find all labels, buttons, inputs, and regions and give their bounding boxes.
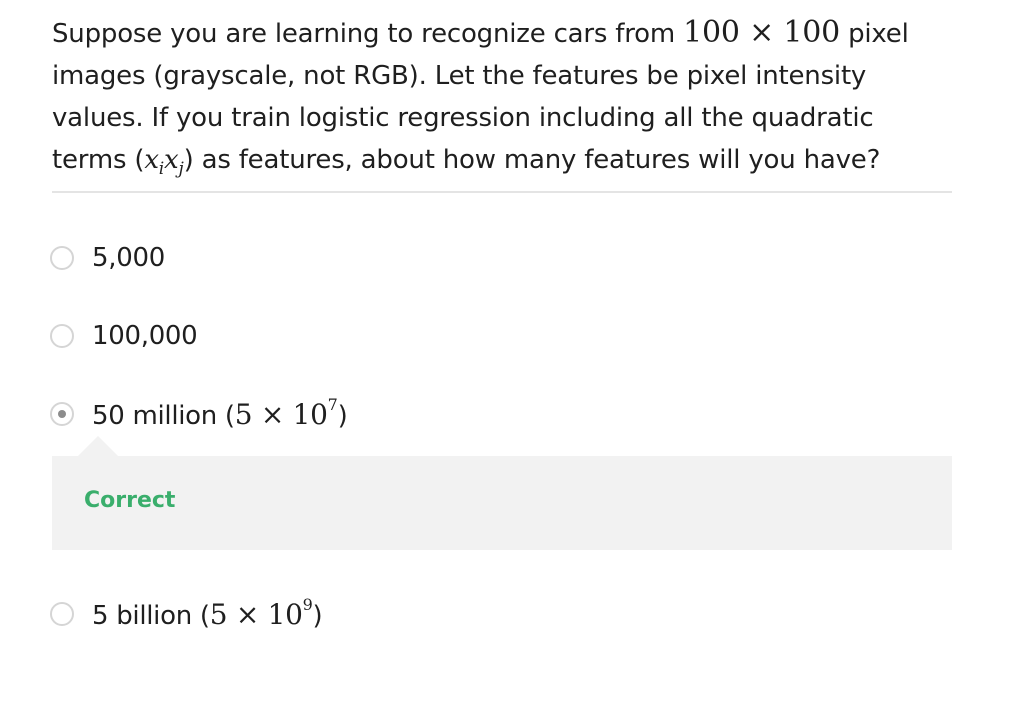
question-part-2: pixel images (grayscale, not RGB). Let the features be pixel intensity values. If you train logistic regression including all the quadratic terms (	[52, 19, 909, 175]
option-text: 5 billion (	[92, 600, 210, 631]
option-exponent: 9	[302, 594, 313, 614]
math-x-i: x	[144, 145, 159, 175]
math-x-j: x	[164, 145, 179, 175]
option-math: 5 × 10	[234, 397, 328, 431]
radio-option-5000[interactable]	[50, 246, 74, 270]
question-part-3: ) as features, about how many features will you have?	[183, 145, 881, 175]
feedback-pointer	[78, 436, 118, 456]
question-text	[52, 12, 952, 193]
option-close-paren: )	[337, 400, 348, 431]
option-close-paren: )	[312, 600, 323, 631]
option-label	[92, 594, 323, 631]
option-text: 50 million (	[92, 400, 235, 431]
feedback-correct-text: Correct	[84, 488, 176, 513]
option-exponent: 7	[327, 394, 338, 414]
option-100000[interactable]	[50, 319, 197, 353]
image-size-math: 100 × 100	[683, 15, 841, 50]
math-sub-i: i	[158, 159, 165, 179]
option-label	[92, 394, 348, 431]
option-math: 5 × 10	[209, 597, 303, 631]
option-50-million[interactable]	[50, 394, 348, 431]
option-5000[interactable]	[50, 241, 165, 275]
option-label: 5,000	[92, 243, 165, 273]
radio-option-5-billion[interactable]	[50, 602, 74, 626]
radio-option-50-million-selected[interactable]	[50, 402, 74, 426]
question-part-1: Suppose you are learning to recognize cars from	[52, 19, 684, 49]
math-sub-j: j	[178, 159, 184, 179]
feedback-box	[52, 456, 952, 550]
option-5-billion[interactable]	[50, 594, 323, 631]
option-label: 100,000	[92, 321, 198, 351]
radio-option-100000[interactable]	[50, 324, 74, 348]
